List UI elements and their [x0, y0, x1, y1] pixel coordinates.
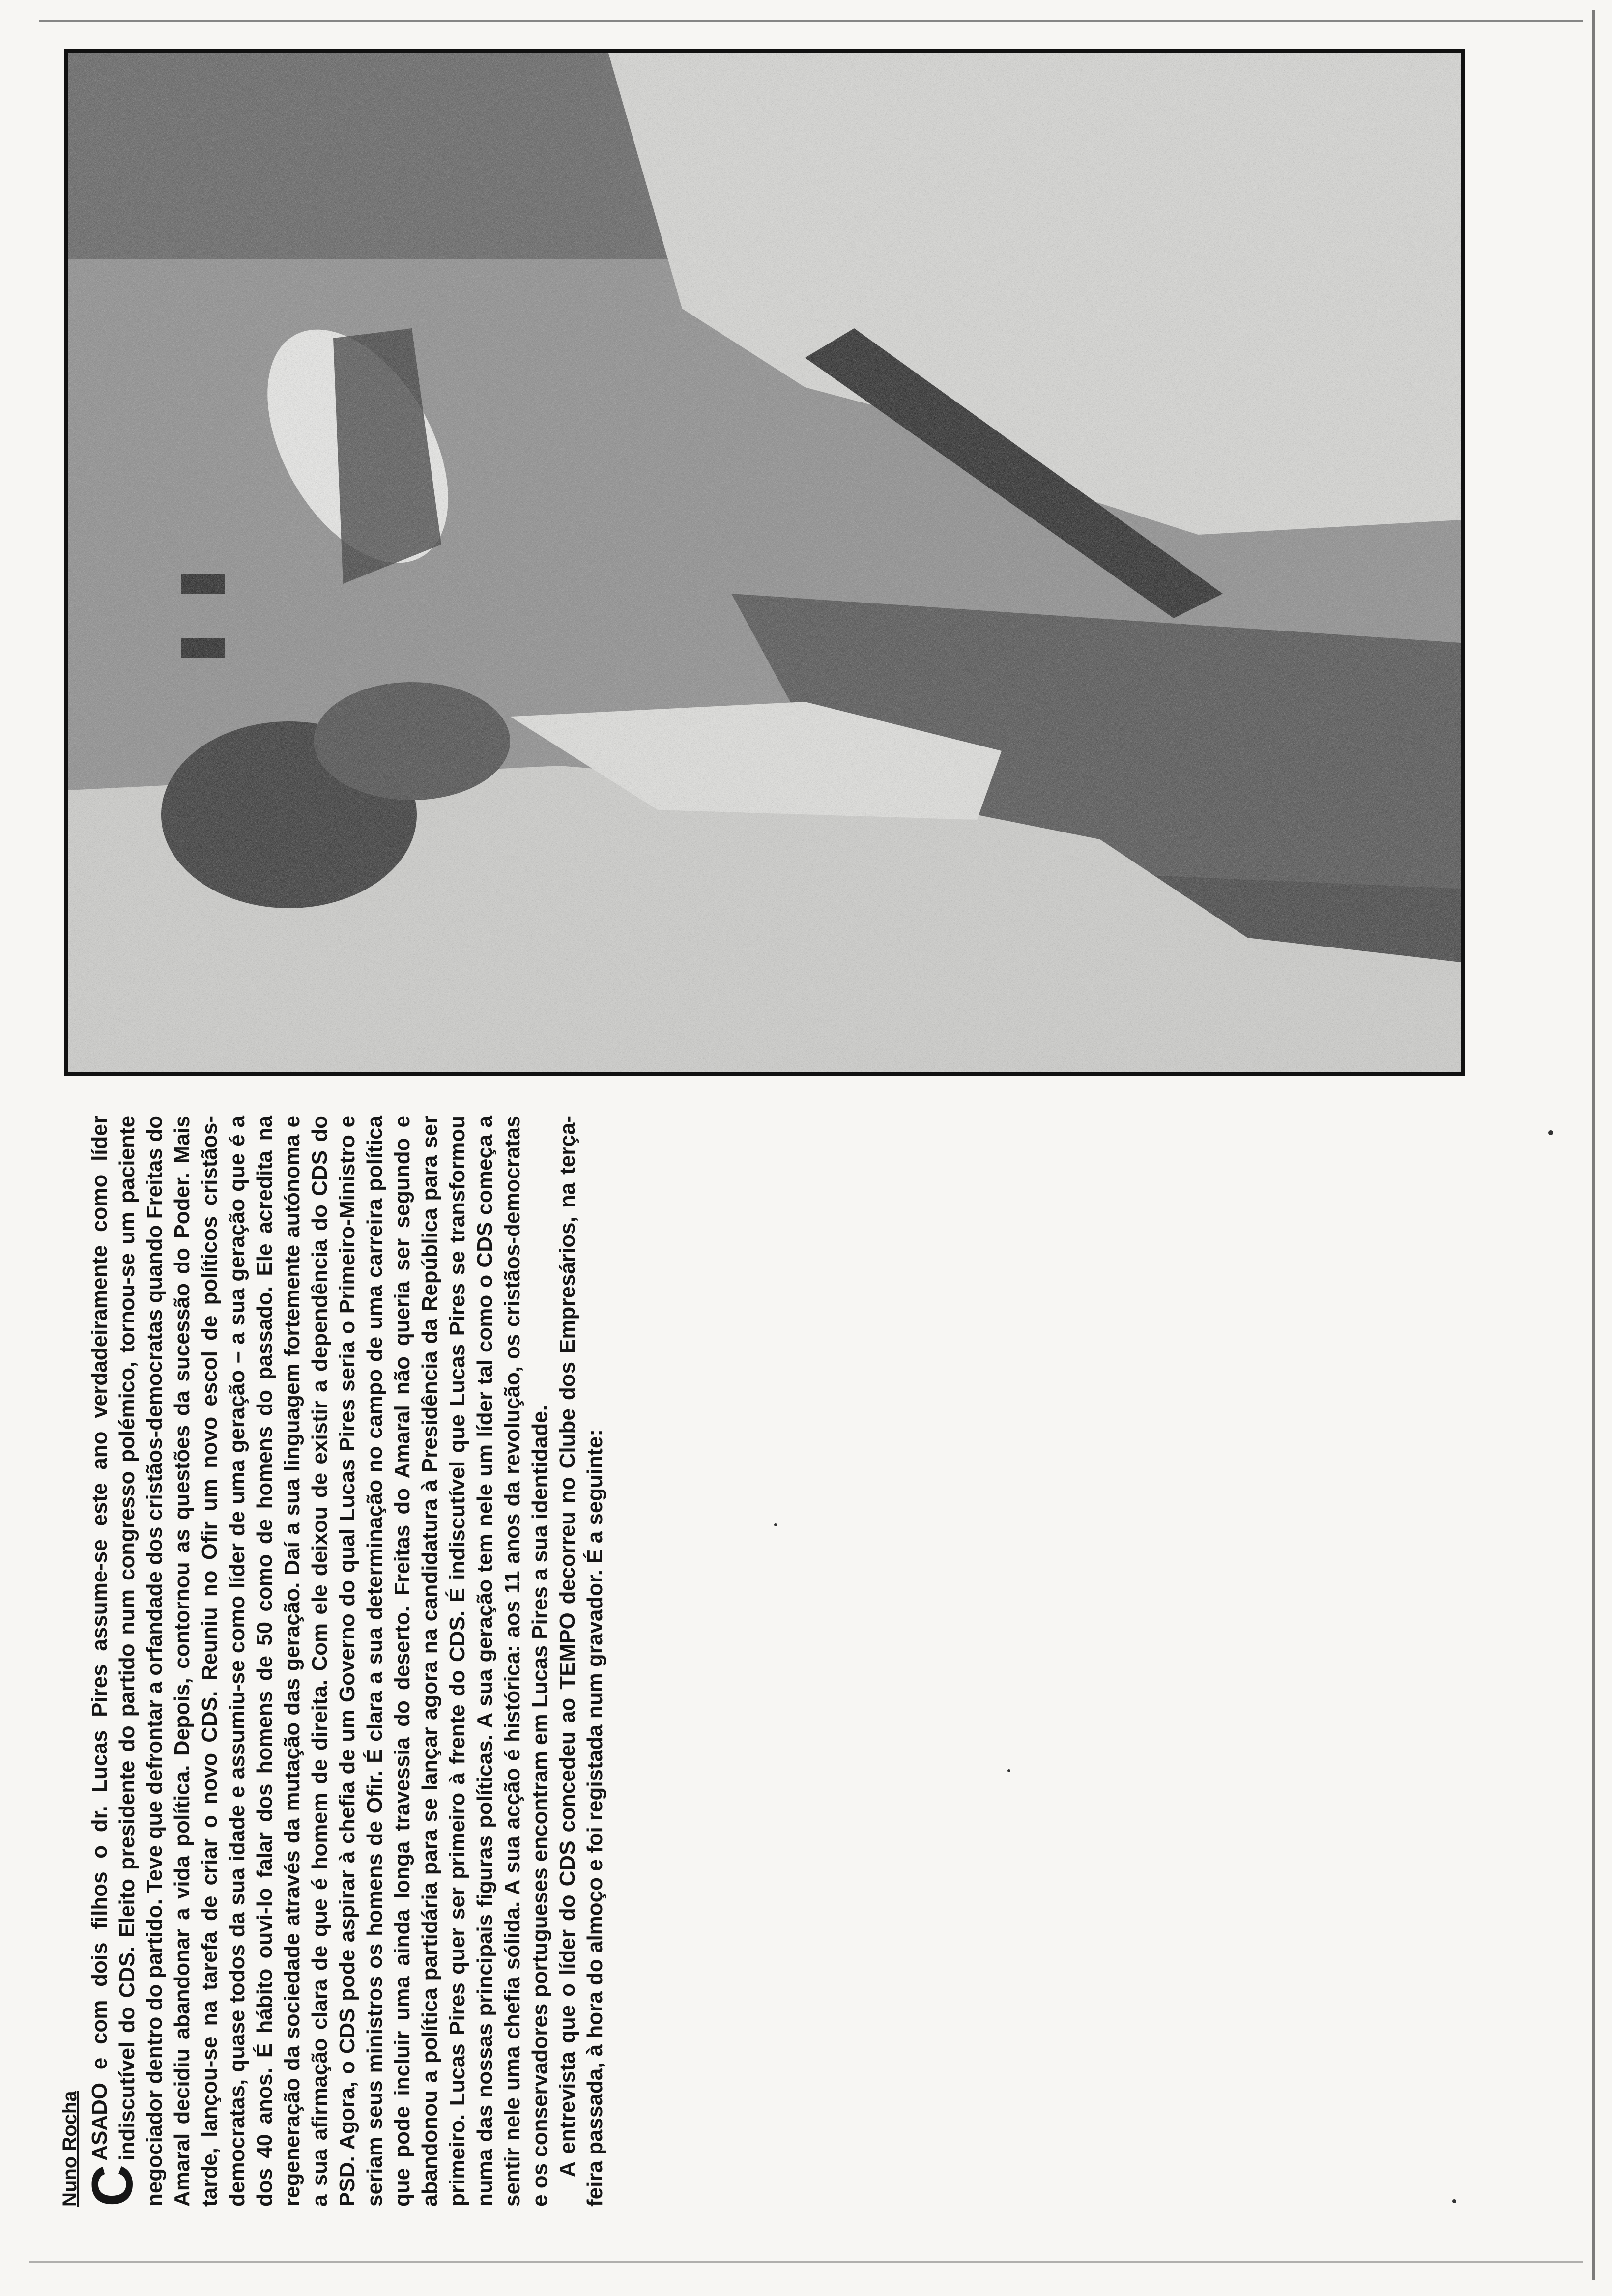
paragraph-1	[80, 1116, 554, 2207]
byline: Nuno Rocha	[59, 2091, 81, 2207]
drop-cap: C	[80, 2164, 145, 2207]
article-rotated-column	[59, 1101, 870, 2211]
paragraph-2: A entrevista que o líder do CDS concedeu ao TEMPO decorreu no Clube dos Empresários, na terça-feira passada, à hora do almoço e foi registada num gravador. É a seguinte:	[555, 1116, 607, 2207]
article-photo	[64, 49, 1465, 1076]
scan-edge-right	[1592, 10, 1595, 2280]
article-block	[59, 1101, 870, 2211]
article-body	[80, 1116, 609, 2207]
scan-edge-top	[39, 20, 1583, 22]
paragraph-1-text: ASADO e com dois filhos o dr. Lucas Pires assume-se este ano verdadeiramente como líder indiscutível do CDS. Eleito presidente do partido num congresso polémico, tornou-se um paciente negociador dentro do partido. Teve que defrontar a orfandade dos cristãos-democratas quando Freitas do Amaral decidiu abandonar a vida política. Depois, contornou as questões da sucessão do Poder. Mais tarde, lançou-se na tarefa de criar o novo CDS. Reuniu no Ofir um novo escol de políticos cristãos-democratas, quase todos da sua idade e assumiu-se como líder de uma geração – a sua geração que é a dos 40 anos. É hábito ouvi-lo falar dos homens de 50 como de homens do passado. Ele acredita na regeneração da sociedade através da mutação das geração. Daí a sua linguagem fortemente autónoma e a sua afirmação clara de que é homem de direita. Com ele deixou de existir a dependência do CDS do PSD. Agora, o CDS pode aspirar à chefia de um Governo do qual Lucas Pires seria o Primeiro-Ministro e seriam seus ministros os homens de Ofir. É clara a sua determinação no campo de uma carreira política que pode incluir uma ainda longa travessia do deserto. Freitas do Amaral não queria ser segundo e abandonou a política partidária para se lançar agora na candidatura à Presidência da República para ser primeiro. Lucas Pires quer ser primeiro à frente do CDS. É indiscutível que Lucas Pires se transformou numa das nossas principais figuras políticas. A sua geração tem nele um líder tal como o CDS começa a sentir nele uma chefia sólida. A sua acção é histórica: aos 11 anos da revolução, os cristãos-democratas e os conservadores portugueses encontram em Lucas Pires a sua identidade.	[87, 1116, 552, 2207]
scan-edge-bottom	[29, 2261, 1583, 2263]
photo-illustration	[68, 53, 1461, 1072]
